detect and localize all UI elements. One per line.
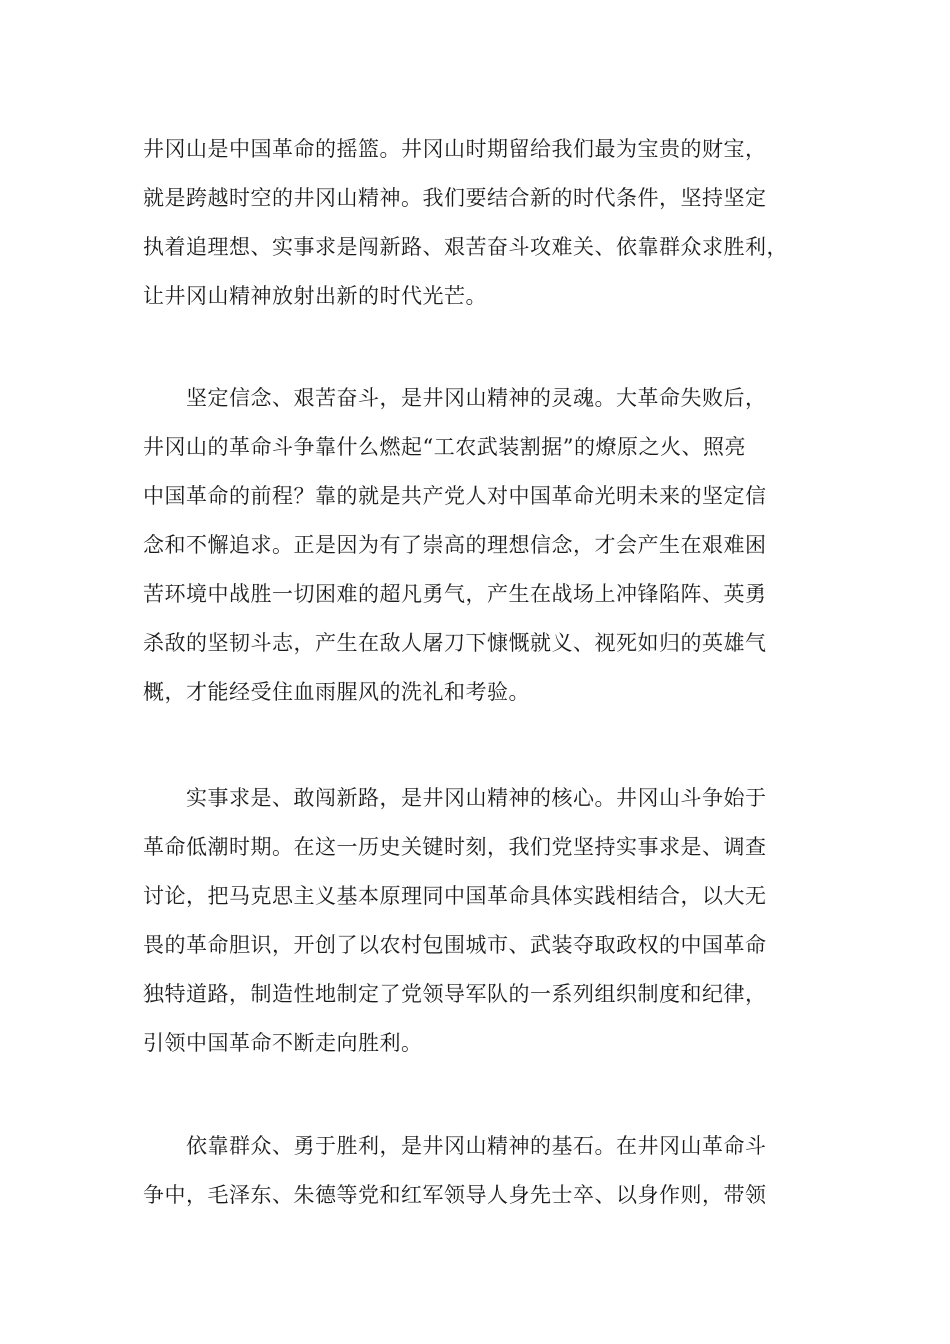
text-line: 讨论，把马克思主义基本原理同中国革命具体实践相结合，以大无 [143, 884, 767, 908]
text-line: 井冈山是中国革命的摇篮。井冈山时期留给我们最为宝贵的财宝， [143, 137, 767, 161]
text-line: 引领中国革命不断走向胜利。 [143, 1031, 423, 1055]
text-line: 独特道路，制造性地制定了党领导军队的一系列组织制度和纪律， [143, 982, 767, 1006]
text-line: 念和不懈追求。正是因为有了崇高的理想信念，才会产生在艰难困 [143, 533, 767, 557]
text-line: 让井冈山精神放射出新的时代光芒。 [143, 284, 487, 308]
paragraph-intro [143, 125, 823, 321]
text-line: 井冈山的革命斗争靠什么燃起“工农武装割据”的燎原之火、照亮 [143, 435, 746, 459]
paragraph-truth [143, 774, 823, 1068]
text-line: 革命低潮时期。在这一历史关键时刻，我们党坚持实事求是、调查 [143, 835, 767, 859]
text-line: 就是跨越时空的井冈山精神。我们要结合新的时代条件，坚持坚定 [143, 186, 767, 210]
text-line: 依靠群众、勇于胜利，是井冈山精神的基石。在井冈山革命斗 [143, 1134, 767, 1158]
text-line: 杀敌的坚韧斗志，产生在敌人屠刀下慷慨就义、视死如归的英雄气 [143, 631, 767, 655]
text-line: 概，才能经受住血雨腥风的洗礼和考验。 [143, 680, 530, 704]
paragraph-belief [143, 374, 823, 717]
text-line: 坚定信念、艰苦奋斗，是井冈山精神的灵魂。大革命失败后， [143, 386, 767, 410]
paragraph-masses [143, 1122, 823, 1220]
text-line: 争中，毛泽东、朱德等党和红军领导人身先士卒、以身作则，带领 [143, 1183, 767, 1207]
text-line: 苦环境中战胜一切困难的超凡勇气，产生在战场上冲锋陷阵、英勇 [143, 582, 767, 606]
text-line: 实事求是、敢闯新路，是井冈山精神的核心。井冈山斗争始于 [143, 786, 767, 810]
text-line: 执着追理想、实事求是闯新路、艰苦奋斗攻难关、依靠群众求胜利， [143, 235, 788, 259]
text-line: 畏的革命胆识，开创了以农村包围城市、武装夺取政权的中国革命 [143, 933, 767, 957]
text-line: 中国革命的前程？靠的就是共产党人对中国革命光明未来的坚定信 [143, 484, 767, 508]
